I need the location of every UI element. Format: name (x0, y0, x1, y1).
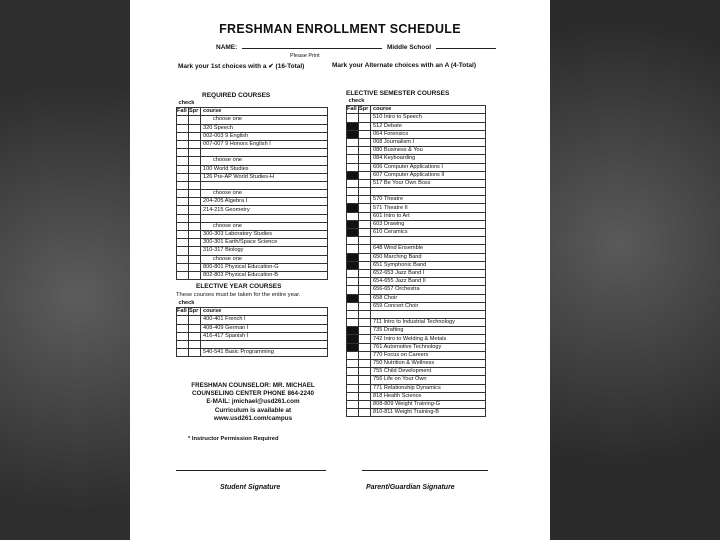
required-check-row (177, 100, 328, 108)
fall-checkbox (177, 340, 189, 348)
course-name: 735 Drafting (371, 327, 486, 335)
course-row (347, 286, 486, 294)
spring-checkbox[interactable] (189, 165, 201, 173)
course-name: 800-801 Physical Education-G (201, 263, 328, 271)
spring-checkbox[interactable] (189, 239, 201, 247)
course-row (177, 247, 328, 255)
course-row (177, 271, 328, 279)
fall-checkbox[interactable] (347, 278, 359, 286)
course-name: 300-301 Earth/Space Science (201, 239, 328, 247)
course-name: 068 Journalism I (371, 138, 486, 146)
fall-checkbox[interactable] (347, 122, 359, 130)
spring-checkbox[interactable] (359, 319, 371, 327)
course-row (177, 173, 328, 181)
course-row (347, 351, 486, 359)
enrollment-form (130, 0, 550, 540)
spring-checkbox (189, 149, 201, 157)
course-row (347, 400, 486, 408)
course-name: 648 Wind Ensemble (371, 245, 486, 253)
course-name: 658 Choir (371, 294, 486, 302)
course-name: 571 Theatre II (371, 204, 486, 212)
spring-checkbox[interactable] (359, 179, 371, 187)
counselor-name: FRESHMAN COUNSELOR: MR. MICHAEL (191, 382, 315, 389)
fall-checkbox[interactable] (347, 409, 359, 417)
spring-checkbox[interactable] (359, 286, 371, 294)
spring-checkbox[interactable] (359, 261, 371, 269)
course-row (347, 171, 486, 179)
elective-year-title: ELECTIVE YEAR COURSES (196, 283, 282, 290)
col-course: course (201, 308, 328, 316)
course-row (347, 253, 486, 261)
course-name (201, 340, 328, 348)
fall-checkbox[interactable] (347, 130, 359, 138)
semester-header-row (347, 106, 486, 114)
spring-checkbox (359, 237, 371, 245)
spring-checkbox[interactable] (359, 163, 371, 171)
course-name (371, 310, 486, 318)
fall-checkbox[interactable] (347, 335, 359, 343)
choose-one-label: choose one (201, 190, 328, 198)
spring-checkbox (359, 188, 371, 196)
elective-semester-title: ELECTIVE SEMESTER COURSES (346, 90, 450, 97)
course-row (177, 316, 328, 324)
spring-checkbox[interactable] (359, 302, 371, 310)
course-name: 408-409 German I (201, 324, 328, 332)
course-name: 802-803 Physical Education-B (201, 271, 328, 279)
course-row (177, 198, 328, 206)
course-row (347, 237, 486, 245)
fall-checkbox[interactable] (347, 351, 359, 359)
course-row (347, 335, 486, 343)
counselor-email: E-MAIL: jmichael@usd261.com (206, 398, 300, 406)
spring-checkbox[interactable] (359, 196, 371, 204)
fall-checkbox[interactable] (177, 198, 189, 206)
course-name (201, 181, 328, 189)
fall-checkbox[interactable] (177, 239, 189, 247)
course-name: 810-811 Weight Training-B (371, 409, 486, 417)
course-name: 416-417 Spanish I (201, 332, 328, 340)
fall-checkbox[interactable] (347, 179, 359, 187)
course-row (347, 261, 486, 269)
spring-checkbox[interactable] (359, 245, 371, 253)
course-row (177, 181, 328, 189)
spring-checkbox[interactable] (189, 332, 201, 340)
spring-checkbox[interactable] (189, 271, 201, 279)
name-field[interactable] (242, 48, 382, 49)
col-course: course (371, 106, 486, 114)
required-header-row (177, 108, 328, 116)
student-signature-label: Student Signature (220, 484, 281, 491)
course-name: 606 Computer Applications I (371, 163, 486, 171)
fall-checkbox[interactable] (177, 263, 189, 271)
fall-checkbox[interactable] (347, 384, 359, 392)
course-row (177, 340, 328, 348)
course-name: 007-007 9 Honors English I (201, 140, 328, 148)
spring-checkbox[interactable] (189, 324, 201, 332)
fall-checkbox (347, 188, 359, 196)
fall-checkbox[interactable] (347, 204, 359, 212)
course-name: 214-215 Geometry (201, 206, 328, 214)
fall-checkbox (347, 310, 359, 318)
course-name: 771 Relationship Dynamics (371, 384, 486, 392)
fall-checkbox[interactable] (177, 247, 189, 255)
course-name: 750 Nutrition & Wellness (371, 360, 486, 368)
course-row (177, 140, 328, 148)
school-field[interactable] (436, 48, 496, 49)
spring-checkbox[interactable] (359, 360, 371, 368)
background-right (550, 0, 720, 540)
choose-one-label: choose one (201, 157, 328, 165)
course-row (347, 302, 486, 310)
course-name: 610 Ceramics (371, 229, 486, 237)
course-row (177, 157, 328, 165)
course-row (347, 155, 486, 163)
spring-checkbox[interactable] (359, 147, 371, 155)
spring-checkbox[interactable] (359, 368, 371, 376)
course-row (347, 122, 486, 130)
spring-checkbox[interactable] (359, 392, 371, 400)
spring-checkbox[interactable] (359, 376, 371, 384)
course-row (177, 149, 328, 157)
fall-checkbox[interactable] (347, 155, 359, 163)
fall-checkbox[interactable] (347, 269, 359, 277)
col-fall: Fall (177, 308, 187, 315)
course-row (177, 124, 328, 132)
spring-checkbox[interactable] (359, 114, 371, 122)
course-name: 300-303 Laboratory Studies (201, 231, 328, 239)
course-name: 659 Concert Choir (371, 302, 486, 310)
fall-checkbox[interactable] (347, 360, 359, 368)
course-name: 603 Drawing (371, 220, 486, 228)
elective-semester-table (346, 98, 486, 417)
spring-checkbox[interactable] (359, 327, 371, 335)
background-left (0, 0, 130, 540)
fall-checkbox (177, 214, 189, 222)
fall-checkbox[interactable] (347, 253, 359, 261)
fall-checkbox[interactable] (347, 114, 359, 122)
fall-checkbox[interactable] (347, 286, 359, 294)
elective-year-table (176, 300, 328, 357)
course-name: 654-655 Jazz Band II (371, 278, 486, 286)
course-row (177, 132, 328, 140)
year-check-row (177, 300, 328, 308)
fall-checkbox[interactable] (347, 302, 359, 310)
course-name: 652-653 Jazz Band I (371, 269, 486, 277)
course-name: 126 Pre-AP World Studies-H (201, 173, 328, 181)
course-name: 540-541 Basic Programming (201, 349, 328, 357)
spring-checkbox[interactable] (359, 130, 371, 138)
course-name: 570 Theatre (371, 196, 486, 204)
course-row (177, 332, 328, 340)
spring-checkbox[interactable] (189, 206, 201, 214)
course-row (177, 263, 328, 271)
spring-checkbox[interactable] (359, 269, 371, 277)
course-row (347, 188, 486, 196)
course-name: 742 Intro to Welding & Metals (371, 335, 486, 343)
spring-checkbox[interactable] (359, 229, 371, 237)
col-spr: Spr (189, 308, 201, 316)
col-course: course (201, 108, 328, 116)
col-spr: Spr (189, 108, 201, 116)
fall-checkbox[interactable] (177, 206, 189, 214)
course-row (177, 165, 328, 173)
course-row (347, 212, 486, 220)
fall-checkbox (177, 222, 189, 230)
course-name: 310-317 Biology (201, 247, 328, 255)
course-row (347, 245, 486, 253)
spring-checkbox[interactable] (189, 124, 201, 132)
course-row (347, 163, 486, 171)
spring-checkbox (189, 116, 201, 124)
parent-signature-label: Parent/Guardian Signature (366, 484, 455, 491)
parent-signature-line[interactable] (362, 470, 488, 471)
course-row (177, 214, 328, 222)
fall-checkbox (177, 157, 189, 165)
course-row (347, 130, 486, 138)
spring-checkbox[interactable] (189, 349, 201, 357)
choose-one-label: choose one (201, 116, 328, 124)
name-row (216, 44, 496, 51)
fall-checkbox[interactable] (347, 212, 359, 220)
spring-checkbox[interactable] (359, 212, 371, 220)
elective-year-note: These courses must be taken for the entire year. (176, 292, 301, 298)
semester-check-row (347, 98, 486, 106)
course-row (177, 324, 328, 332)
spring-checkbox[interactable] (359, 220, 371, 228)
course-row (347, 294, 486, 302)
instruction-right: Mark your Alternate choices with an A (4-Total) (332, 62, 476, 69)
fall-checkbox[interactable] (347, 400, 359, 408)
course-name: 818 Health Science (371, 392, 486, 400)
course-name: 711 Intro to Industrial Technology (371, 319, 486, 327)
fall-checkbox[interactable] (347, 376, 359, 384)
spring-checkbox (359, 310, 371, 318)
school-label: Middle School (386, 44, 431, 51)
spring-checkbox[interactable] (189, 231, 201, 239)
spring-checkbox[interactable] (359, 400, 371, 408)
course-row (347, 204, 486, 212)
course-name (371, 188, 486, 196)
course-row (177, 222, 328, 230)
fall-checkbox (177, 116, 189, 124)
course-name: 320 Speech (201, 124, 328, 132)
counseling-phone: COUNSELING CENTER PHONE 864-2240 (191, 390, 315, 398)
spring-checkbox (189, 157, 201, 165)
spring-checkbox[interactable] (189, 247, 201, 255)
course-row (347, 179, 486, 187)
spring-checkbox (189, 340, 201, 348)
fall-checkbox[interactable] (177, 173, 189, 181)
course-name: 204-205 Algebra I (201, 198, 328, 206)
curriculum-url: www.usd261.com/campus (213, 414, 293, 422)
course-row (177, 349, 328, 357)
fall-checkbox[interactable] (347, 196, 359, 204)
course-name: 517 Be Your Own Boss (371, 179, 486, 187)
course-row (347, 343, 486, 351)
spring-checkbox (189, 222, 201, 230)
course-name: 512 Debate (371, 122, 486, 130)
print-label: Please Print (290, 53, 320, 59)
fall-checkbox (177, 149, 189, 157)
course-row (177, 190, 328, 198)
course-name (201, 149, 328, 157)
fall-checkbox[interactable] (177, 324, 189, 332)
check-label: check (178, 300, 195, 307)
course-name: 755 Child Development (371, 368, 486, 376)
course-row (347, 220, 486, 228)
course-name: 651 Symphonic Band (371, 261, 486, 269)
fall-checkbox[interactable] (347, 327, 359, 335)
course-name: 400-401 French I (201, 316, 328, 324)
fall-checkbox (347, 237, 359, 245)
spring-checkbox[interactable] (189, 263, 201, 271)
fall-checkbox[interactable] (177, 124, 189, 132)
course-name: 656-657 Orchestra (371, 286, 486, 294)
spring-checkbox[interactable] (189, 140, 201, 148)
spring-checkbox[interactable] (359, 278, 371, 286)
fall-checkbox[interactable] (347, 245, 359, 253)
course-row (347, 384, 486, 392)
form-title: FRESHMAN ENROLLMENT SCHEDULE (219, 22, 461, 36)
spring-checkbox[interactable] (359, 155, 371, 163)
course-name: 002-003 9 English (201, 132, 328, 140)
course-row (177, 255, 328, 263)
course-name: 607 Computer Applications II (371, 171, 486, 179)
spring-checkbox (189, 214, 201, 222)
col-fall: Fall (177, 108, 187, 115)
course-row (347, 392, 486, 400)
footnote: * Instructor Permission Required (188, 436, 279, 442)
choose-one-label: choose one (201, 222, 328, 230)
fall-checkbox[interactable] (177, 132, 189, 140)
course-row (177, 239, 328, 247)
fall-checkbox[interactable] (347, 343, 359, 351)
fall-checkbox[interactable] (347, 147, 359, 155)
course-row (347, 327, 486, 335)
course-row (177, 231, 328, 239)
spring-checkbox[interactable] (189, 173, 201, 181)
spring-checkbox[interactable] (189, 132, 201, 140)
spring-checkbox[interactable] (359, 138, 371, 146)
course-row (347, 368, 486, 376)
spring-checkbox[interactable] (359, 204, 371, 212)
spring-checkbox[interactable] (359, 253, 371, 261)
fall-checkbox[interactable] (177, 271, 189, 279)
fall-checkbox[interactable] (177, 332, 189, 340)
curriculum-note: Curriculum is available at (214, 406, 292, 414)
fall-checkbox (177, 181, 189, 189)
fall-checkbox[interactable] (347, 392, 359, 400)
counselor-info (178, 382, 328, 423)
course-row (347, 229, 486, 237)
fall-checkbox[interactable] (347, 220, 359, 228)
fall-checkbox[interactable] (177, 349, 189, 357)
fall-checkbox[interactable] (347, 171, 359, 179)
spring-checkbox[interactable] (359, 171, 371, 179)
spring-checkbox (189, 190, 201, 198)
col-fall: Fall (347, 106, 357, 113)
col-spr: Spr (359, 106, 371, 114)
spring-checkbox[interactable] (359, 384, 371, 392)
course-row (347, 269, 486, 277)
fall-checkbox[interactable] (347, 138, 359, 146)
instruction-left: Mark your 1st choices with a ✔ (16-Total) (178, 63, 305, 70)
fall-checkbox[interactable] (177, 231, 189, 239)
choose-one-label: choose one (201, 255, 328, 263)
course-row (347, 409, 486, 417)
course-name: 761 Automotive Technology (371, 343, 486, 351)
spring-checkbox[interactable] (189, 198, 201, 206)
spring-checkbox[interactable] (359, 343, 371, 351)
name-label: NAME: (216, 44, 238, 51)
spring-checkbox[interactable] (359, 122, 371, 130)
student-signature-line[interactable] (176, 470, 326, 471)
course-name: 080 Business & You (371, 147, 486, 155)
fall-checkbox[interactable] (347, 319, 359, 327)
course-row (347, 376, 486, 384)
course-name: 808-809 Weight Training-G (371, 400, 486, 408)
spring-checkbox[interactable] (359, 335, 371, 343)
course-name: 756 Life on Your Own (371, 376, 486, 384)
fall-checkbox[interactable] (177, 165, 189, 173)
course-name: 601 Intro to Art (371, 212, 486, 220)
course-name: 650 Marching Band (371, 253, 486, 261)
course-row (347, 278, 486, 286)
course-name (201, 214, 328, 222)
year-header-row (177, 308, 328, 316)
course-name: 510 Intro to Speech (371, 114, 486, 122)
fall-checkbox[interactable] (347, 368, 359, 376)
course-row (347, 196, 486, 204)
course-row (347, 319, 486, 327)
fall-checkbox[interactable] (347, 163, 359, 171)
course-row (347, 360, 486, 368)
course-row (177, 206, 328, 214)
course-row (347, 138, 486, 146)
check-label: check (178, 100, 195, 107)
fall-checkbox[interactable] (347, 229, 359, 237)
spring-checkbox (189, 181, 201, 189)
fall-checkbox (177, 255, 189, 263)
fall-checkbox[interactable] (177, 316, 189, 324)
required-table (176, 100, 328, 280)
course-name: 084 Keyboarding (371, 155, 486, 163)
fall-checkbox (177, 190, 189, 198)
course-row (347, 114, 486, 122)
course-name: 770 Focus on Careers (371, 351, 486, 359)
fall-checkbox[interactable] (347, 261, 359, 269)
spring-checkbox[interactable] (359, 294, 371, 302)
required-title: REQUIRED COURSES (202, 92, 271, 99)
course-row (177, 116, 328, 124)
spring-checkbox[interactable] (189, 316, 201, 324)
spring-checkbox[interactable] (359, 351, 371, 359)
course-name: 064 Forensics (371, 130, 486, 138)
fall-checkbox[interactable] (347, 294, 359, 302)
spring-checkbox[interactable] (359, 409, 371, 417)
course-name: 100 World Studies (201, 165, 328, 173)
fall-checkbox[interactable] (177, 140, 189, 148)
spring-checkbox (189, 255, 201, 263)
course-row (347, 310, 486, 318)
check-label: check (348, 98, 365, 105)
course-row (347, 147, 486, 155)
course-name (371, 237, 486, 245)
